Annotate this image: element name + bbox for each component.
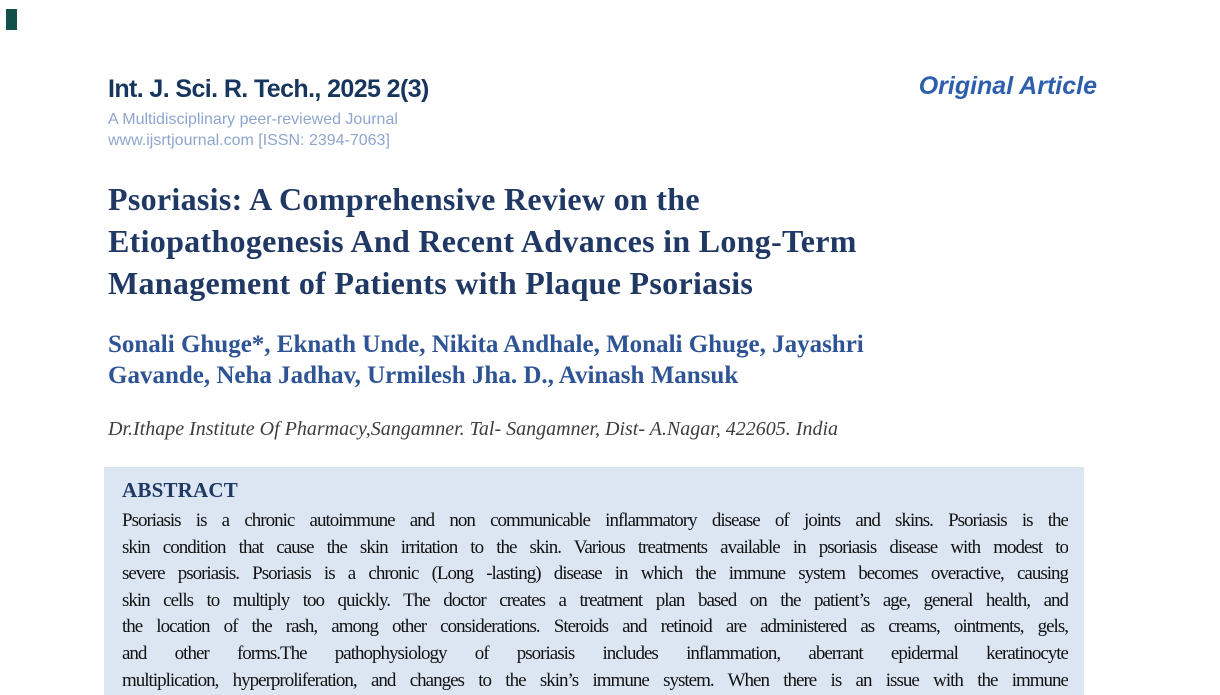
journal-header [108, 74, 429, 151]
abstract-text-line: severe psoriasis. Psoriasis is a chronic (Long -lasting) disease in which the immune system becomes overactive, causing [122, 563, 1068, 585]
article-title-line: Psoriasis: A Comprehensive Review on the [108, 181, 700, 217]
abstract-text-line: skin cells to multiply too quickly. The doctor creates a treatment plan based on the patient’s age, general health, and [122, 589, 1068, 611]
abstract-text-line: and other forms.The pathophysiology of psoriasis includes inflammation, aberrant epidermal keratinocyte [122, 642, 1068, 664]
abstract-body [122, 508, 1068, 694]
article-title-line: Etiopathogenesis And Recent Advances in Long-Term [108, 223, 857, 259]
article-title [108, 178, 1068, 304]
abstract-text-line: skin condition that cause the skin irritation to the skin. Various treatments available in psoriasis disease with modest to [122, 536, 1068, 558]
abstract-text-line: Psoriasis is a chronic autoimmune and non communicable inflammatory disease of joints and skins. Psoriasis is the [122, 510, 1068, 531]
article-title-line: Management of Patients with Plaque Psoriasis [108, 265, 754, 301]
abstract-text-line: the location of the rash, among other considerations. Steroids and retinoid are administered as creams, ointments, gels, [122, 616, 1068, 638]
abstract-section [104, 467, 1084, 695]
author-list [108, 329, 1068, 391]
journal-title: Int. J. Sci. R. Tech., 2025 2(3) [108, 75, 429, 103]
author-list-line: Sonali Ghuge*, Eknath Unde, Nikita Andhale, Monali Ghuge, Jayashri [108, 331, 864, 358]
journal-website-issn: www.ijsrtjournal.com [ISSN: 2394-7063] [108, 132, 390, 149]
author-affiliation: Dr.Ithape Institute Of Pharmacy,Sangamner. Tal- Sangamner, Dist- A.Nagar, 422605. India [108, 418, 838, 440]
abstract-text-line: multiplication, hyperproliferation, and changes to the skin’s immune system. When there is an issue with the immune [122, 669, 1068, 691]
abstract-heading: ABSTRACT [122, 478, 238, 502]
author-list-line: Gavande, Neha Jadhav, Urmilesh Jha. D., Avinash Mansuk [108, 362, 739, 389]
page-corner-mark [6, 9, 17, 30]
article-type-label: Original Article [918, 72, 1097, 100]
journal-subtitle: A Multidisciplinary peer-reviewed Journal [108, 111, 398, 128]
